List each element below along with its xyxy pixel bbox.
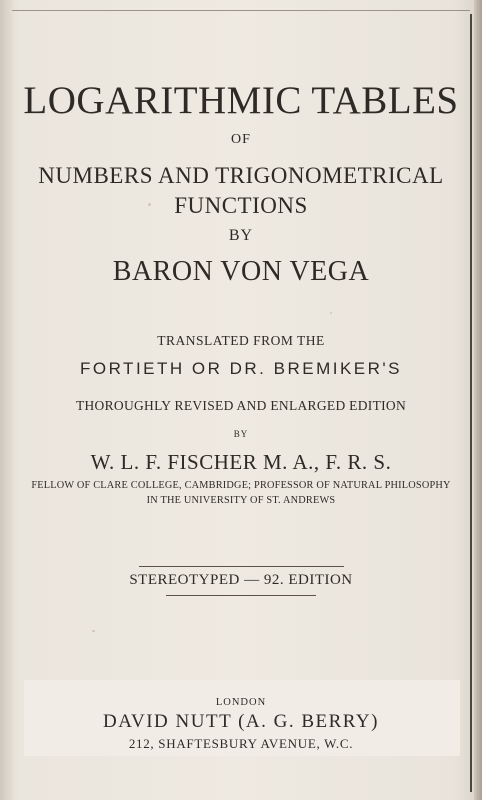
affiliation-line-2: IN THE UNIVERSITY OF ST. ANDREWS — [146, 495, 336, 506]
edition-rule-bottom — [166, 595, 316, 596]
paper-speck — [330, 312, 332, 314]
imprint-address: 212, SHAFTESBURY AVENUE, W.C. — [128, 736, 354, 751]
translated-from: TRANSLATED FROM THE — [157, 333, 325, 348]
imprint-city: LONDON — [215, 697, 267, 708]
paper-speck — [92, 630, 95, 632]
subtitle-line-1: NUMBERS AND TRIGONOMETRICAL — [38, 163, 444, 188]
edition-statement: STEREOTYPED — 92. EDITION — [129, 572, 353, 588]
edition-source: FORTIETH OR DR. BREMIKER'S — [79, 359, 402, 378]
translator-name: W. L. F. FISCHER M. A., F. R. S. — [90, 450, 392, 474]
imprint-publisher: DAVID NUTT (A. G. BERRY) — [103, 711, 379, 732]
book-title: LOGARITHMIC TABLES — [23, 79, 459, 122]
by-label: BY — [228, 227, 254, 244]
author-name: BARON VON VEGA — [112, 256, 370, 287]
affiliation-line-1: FELLOW OF CLARE COLLEGE, CAMBRIDGE; PROFESSOR OF NATURAL PHILOSOPHY — [31, 480, 451, 491]
edition-description: THOROUGHLY REVISED AND ENLARGED EDITION — [75, 398, 407, 413]
subtitle-line-2: FUNCTIONS — [174, 193, 308, 218]
page-top-border — [12, 10, 470, 11]
title-of: OF — [231, 132, 251, 147]
edition-rule-top — [139, 566, 344, 567]
by-label-2: BY — [233, 429, 249, 439]
